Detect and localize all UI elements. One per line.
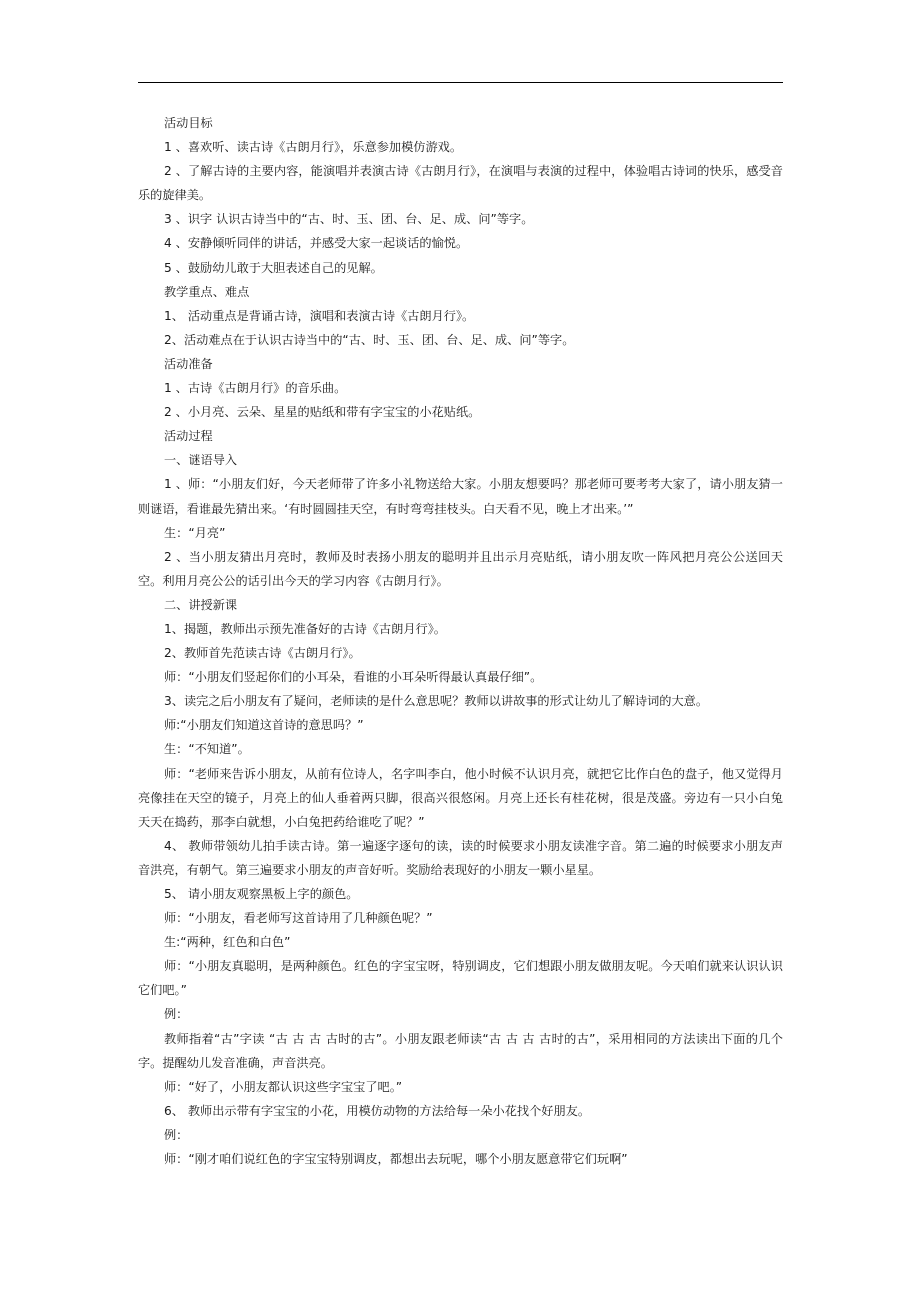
section-riddle-intro: 一、谜语导入 [164, 453, 238, 468]
lesson-step-1: 1、揭题，教师出示预先准备好的古诗《古朗月行》。 [164, 621, 446, 636]
heading-key-points: 教学重点、难点 [164, 284, 250, 299]
teacher-question-meaning: 师:“小朋友们知道这首诗的意思吗？” [164, 718, 364, 733]
teacher-reading-gu: 教师指着“古”字读 “古 古 古 古时的古”。小朋友跟老师读“古 古 古 古时的古”，采用相同的方法读出下面的几个字。提醒幼儿发音准确，声音洪亮。 [138, 1031, 783, 1070]
document-body [138, 111, 783, 1171]
goal-item-2: 2 、了解古诗的主要内容，能演唱并表演古诗《古朗月行》，在演唱与表演的过程中，体验唱古诗词的快乐，感受音乐的旋律美。 [138, 164, 783, 203]
preparation-item-2: 2 、小月亮、云朵、星星的贴纸和带有字宝宝的小花贴纸。 [164, 405, 481, 420]
riddle-step-2: 2 、当小朋友猜出月亮时，教师及时表扬小朋友的聪明并且出示月亮贴纸，请小朋友吹一阵风把月亮公公送回天空。利用月亮公公的话引出今天的学习内容《古朗月行》。 [138, 549, 783, 588]
goal-item-3: 3 、识字 认识古诗当中的“古、时、玉、团、台、足、成、问”等字。 [164, 212, 534, 227]
example-label-2: 例： [164, 1127, 189, 1142]
lesson-step-5: 5、 请小朋友观察黑板上字的颜色。 [164, 887, 359, 901]
lesson-step-3: 3、读完之后小朋友有了疑问，老师读的是什么意思呢？教师以讲故事的形式让幼儿了解诗词的大意。 [164, 694, 709, 709]
teacher-story-li-bai: 师：“老师来告诉小朋友，从前有位诗人，名字叫李白，他小时候不认识月亮，就把它比作白色的盘子，他又觉得月亮像挂在天空的镜子，月亮上的仙人垂着两只脚，很高兴很悠闲。月亮上还长有桂花树，很是茂盛。旁边有一只小白兔天天在捣药，那李白就想，小白兔把药给谁吃了呢？” [138, 766, 783, 829]
header-rule [138, 82, 783, 83]
key-point-1: 1、 活动重点是背诵古诗，演唱和表演古诗《古朗月行》。 [164, 308, 475, 323]
key-point-2: 2、活动难点在于认识古诗当中的“古、时、玉、团、台、足、成、问”等字。 [164, 332, 575, 347]
heading-activity-goals: 活动目标 [164, 116, 213, 130]
student-answer-dont-know: 生：“不知道”。 [164, 742, 250, 757]
preparation-item-1: 1 、古诗《古朗月行》的音乐曲。 [164, 381, 347, 396]
lesson-step-2: 2、教师首先范读古诗《古朗月行》。 [164, 646, 361, 661]
student-answer-colors: 生:“两种，红色和白色” [164, 935, 291, 950]
goal-item-5: 5 、鼓励幼儿敢于大胆表述自己的见解。 [164, 260, 383, 275]
heading-process: 活动过程 [164, 429, 213, 444]
goal-item-1: 1 、喜欢听、读古诗《古朗月行》，乐意参加模仿游戏。 [164, 140, 463, 155]
goal-item-4: 4 、安静倾听同伴的讲话，并感受大家一起谈话的愉悦。 [164, 236, 469, 251]
lesson-step-6: 6、 教师出示带有字宝宝的小花，用模仿动物的方法给每一朵小花找个好朋友。 [164, 1103, 591, 1118]
section-new-lesson: 二、讲授新课 [164, 597, 238, 612]
example-label-1: 例： [164, 1007, 189, 1022]
teacher-line-clever: 师：“小朋友真聪明，是两种颜色。红色的字宝宝呀，特别调皮，它们想跟小朋友做朋友呢。今天咱们就来认识认识它们吧。” [138, 959, 783, 998]
teacher-line-recognized: 师：“好了，小朋友都认识这些字宝宝了吧。” [164, 1079, 403, 1094]
riddle-step-1: 1 、师：“小朋友们好，今天老师带了许多小礼物送给大家。小朋友想要吗？那老师可要考考大家了，请小朋友猜一则谜语，看谁最先猜出来。‘有时圆圆挂天空，有时弯弯挂枝头。白天看不见，晚上才出来。’” [138, 477, 783, 516]
lesson-step-4: 4、 教师带领幼儿拍手读古诗。第一遍逐字逐句的读，读的时候要求小朋友读准字音。第二遍的时候要求小朋友声音洪亮，有朝气。第三遍要求小朋友的声音好听。奖励给表现好的小朋友一颗小星星。 [138, 838, 783, 877]
teacher-line-ears: 师：“小朋友们竖起你们的小耳朵，看谁的小耳朵听得最认真最仔细”。 [164, 670, 543, 685]
student-answer-moon: 生：“月亮” [164, 525, 226, 540]
teacher-line-play: 师：“刚才咱们说红色的字宝宝特别调皮，都想出去玩呢，哪个小朋友愿意带它们玩啊” [164, 1152, 628, 1167]
heading-preparation: 活动准备 [164, 356, 213, 371]
teacher-question-colors: 师：“小朋友，看老师写这首诗用了几种颜色呢？” [164, 911, 433, 926]
